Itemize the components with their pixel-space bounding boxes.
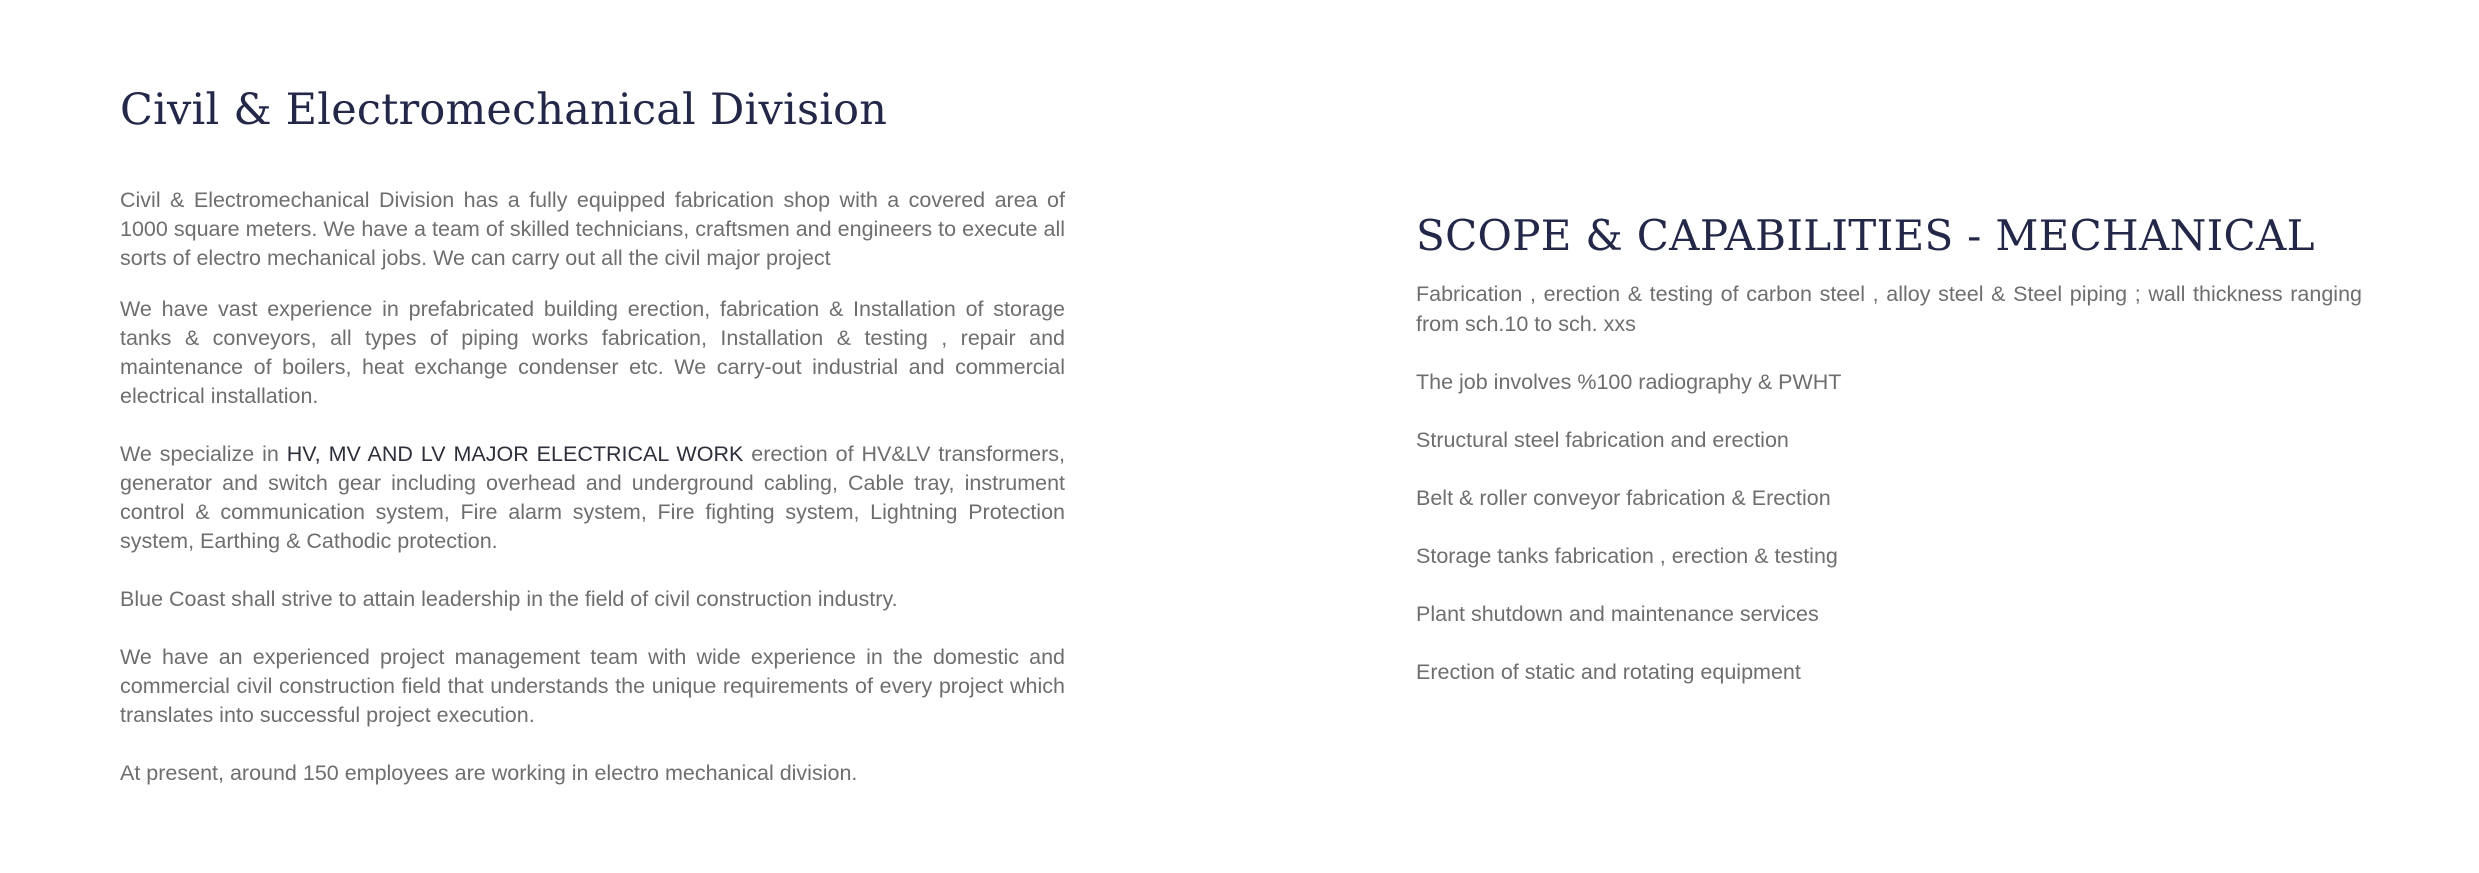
scope-item-plant-shutdown: Plant shutdown and maintenance services [1416,602,1819,626]
specialization-lead: We specialize in [120,442,287,466]
scope-item-equipment-erection: Erection of static and rotating equipment [1416,660,1801,684]
scope-column [1416,206,2362,687]
experience-paragraph: We have vast experience in prefabricated building erection, fabrication & Installation of storage tanks & conveyors, all types of piping works fabrication, Installation & testing , repair and maintenance of boilers, heat exchange condenser etc. We carry-out industrial and commercial electrical installation. [120,297,1065,408]
intro-paragraph: Civil & Electromechanical Division has a fully equipped fabrication shop with a covered area of 1000 square meters. We have a team of skilled technicians, craftsmen and engineers to execute all sorts of electro mechanical jobs. We can carry out all the civil major project [120,188,1065,270]
specialization-emphasis: HV, MV AND LV MAJOR ELECTRICAL WORK [286,442,744,466]
division-overview-column [120,78,1065,788]
specialization-details: erection of HV&LV transformers, generator and switch gear including overhead and underground cabling, Cable tray, instrument control & communication system, Fire alarm system, Fire fighting system, Lightning Protection system, Earthing & Cathodic protection. [120,442,1065,553]
scope-item-structural-steel: Structural steel fabrication and erection [1416,428,1789,452]
scope-item-conveyor: Belt & roller conveyor fabrication & Erection [1416,486,1831,510]
specialization-paragraph [120,440,1065,556]
scope-list [1416,279,2362,687]
page-title: Civil & Electromechanical Division [120,85,888,135]
leadership-paragraph: Blue Coast shall strive to attain leadership in the field of civil construction industry. [120,587,898,611]
scope-item-radiography: The job involves %100 radiography & PWHT [1416,370,1842,394]
project-management-paragraph: We have an experienced project management team with wide experience in the domestic and commercial civil construction field that understands the unique requirements of every project which translates into successful project execution. [120,645,1065,727]
scope-item-storage-tanks: Storage tanks fabrication , erection & testing [1416,544,1838,568]
employees-paragraph: At present, around 150 employees are working in electro mechanical division. [120,761,858,785]
scope-title: SCOPE & CAPABILITIES - MECHANICAL [1416,211,2315,260]
scope-item-piping: Fabrication , erection & testing of carbon steel , alloy steel & Steel piping ; wall thickness ranging from sch.10 to sch. xxs [1416,282,2362,336]
